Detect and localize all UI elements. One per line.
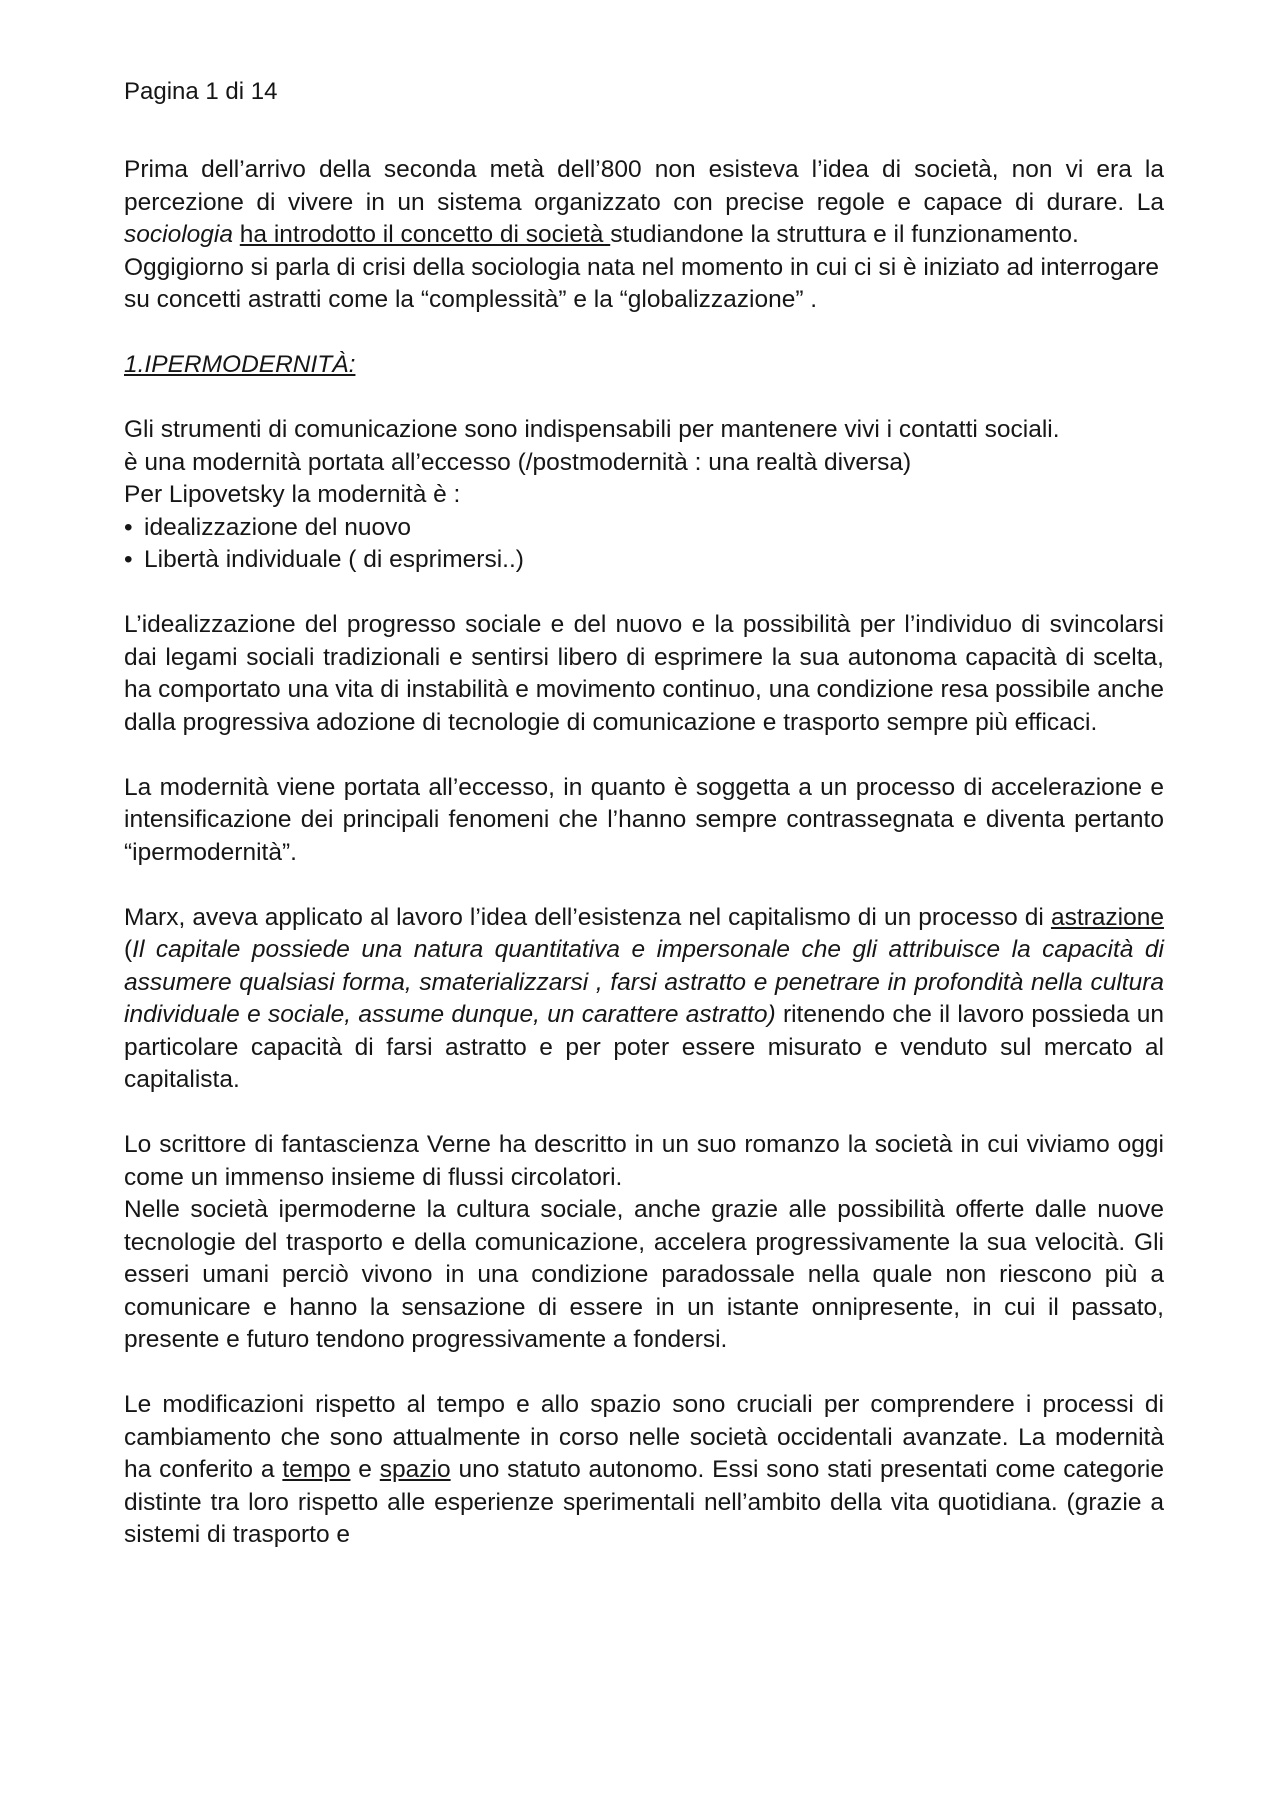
marx-text-b: ritenendo che il lavoro possieda un particolare capacità di farsi astratto e per poter essere misurato e venduto sul mercato al capitalista. bbox=[124, 1001, 1164, 1093]
page-number: Pagina 1 di 14 bbox=[124, 78, 278, 105]
document-body bbox=[124, 154, 1164, 1552]
paragraph-tempo-spazio bbox=[124, 1389, 1164, 1552]
marx-quote: Il capitale possiede una natura quantitativa e impersonale che gli attribuisce la capacità di assumere qualsiasi forma, smaterializzarsi , farsi astratto e penetrare in profondità nella cultura individuale e sociale, assume dunque, un carattere astratto) bbox=[124, 936, 1164, 1028]
marx-open: ( bbox=[124, 936, 133, 963]
intro-paragraph-1 bbox=[124, 154, 1164, 252]
paragraph-idealizzazione: L’idealizzazione del progresso sociale e del nuovo e la possibilità per l’individuo di svincolarsi dai legami sociali tradizionali e sentirsi libero di esprimere la sua autonoma capacità di scelta, ha comportato una vita di instabilità e movimento continuo, una condizione resa possibile anche dalla progressiva adozione di tecnologie di comunicazione e trasporto sempre più efficaci. bbox=[124, 611, 1164, 736]
bullet-icon: • bbox=[124, 513, 133, 541]
term-sociologia: sociologia bbox=[124, 221, 233, 248]
intro-text-b: studiandone la struttura e il funzionamento. bbox=[610, 221, 1079, 248]
section-heading: 1.IPERMODERNITÀ: bbox=[124, 351, 356, 378]
paragraph-eccesso: La modernità viene portata all’eccesso, in quanto è soggetta a un processo di accelerazione e intensificazione dei principali fenomeni che l’hanno sempre contrassegnata e diventa pertanto “ipermodernità”. bbox=[124, 773, 1164, 866]
paragraph-verne: Lo scrittore di fantascienza Verne ha descritto in un suo romanzo la società in cui viviamo oggi come un immenso insieme di flussi circolatori. bbox=[124, 1131, 1164, 1191]
tempo-and: e bbox=[350, 1456, 380, 1483]
term-astrazione: astrazione bbox=[1050, 903, 1164, 931]
paragraph-modernita: è una modernità portata all’eccesso (/postmodernità : una realtà diversa) bbox=[124, 448, 912, 476]
bullet-text: Libertà individuale ( di esprimersi..) bbox=[144, 546, 524, 573]
intro-text-a: Prima dell’arrivo della seconda metà dell’800 non esisteva l’idea di società, non vi era la percezione di vivere in un sistema organizzato con precise regole e capace di durare. La bbox=[124, 156, 1164, 216]
bullet-icon: • bbox=[124, 546, 133, 573]
tempo-text-b: uno statuto autonomo. Essi sono stati presentati come categorie distinte tra loro rispetto alle esperienze sperimentali nell’ambito della vita quotidiana. (grazie a sistemi di trasporto e bbox=[124, 1456, 1164, 1548]
paragraph-strumenti: Gli strumenti di comunicazione sono indispensabili per mantenere vivi i contatti sociali. bbox=[124, 416, 1060, 443]
underlined-phrase: ha introdotto il concetto di società bbox=[239, 221, 611, 248]
bullet-item bbox=[124, 544, 1164, 577]
term-tempo: tempo bbox=[282, 1456, 351, 1483]
intro-paragraph-2: Oggigiorno si parla di crisi della sociologia nata nel momento in cui ci si è iniziato ad interrogare su concetti astratti come la “complessità” e la “globalizzazione” . bbox=[124, 253, 1159, 313]
tempo-text-a: Le modificazioni rispetto al tempo e allo spazio sono cruciali per comprendere i processi di cambiamento che sono attualmente in corso nelle società occidentali avanzate. La modernità ha conferito a bbox=[124, 1391, 1164, 1483]
intro-sep bbox=[233, 221, 240, 248]
bullet-text: idealizzazione del nuovo bbox=[144, 513, 411, 541]
bullet-item bbox=[124, 512, 1164, 545]
paragraph-marx bbox=[124, 902, 1164, 1097]
marx-text-a: Marx, aveva applicato al lavoro l’idea dell’esistenza nel capitalismo di un processo di bbox=[124, 903, 1051, 931]
paragraph-lipovetsky: Per Lipovetsky la modernità è : bbox=[124, 481, 461, 508]
paragraph-societa: Nelle società ipermoderne la cultura sociale, anche grazie alle possibilità offerte dalle nuove tecnologie del trasporto e della comunicazione, accelera progressivamente la sua velocità. Gli esseri umani perciò vivono in una condizione paradossale nella quale non riescono più a comunicare e hanno la sensazione di essere in un istante onnipresente, in cui il passato, presente e futuro tendono progressivamente a fondersi. bbox=[124, 1196, 1164, 1353]
term-spazio: spazio bbox=[379, 1456, 451, 1483]
